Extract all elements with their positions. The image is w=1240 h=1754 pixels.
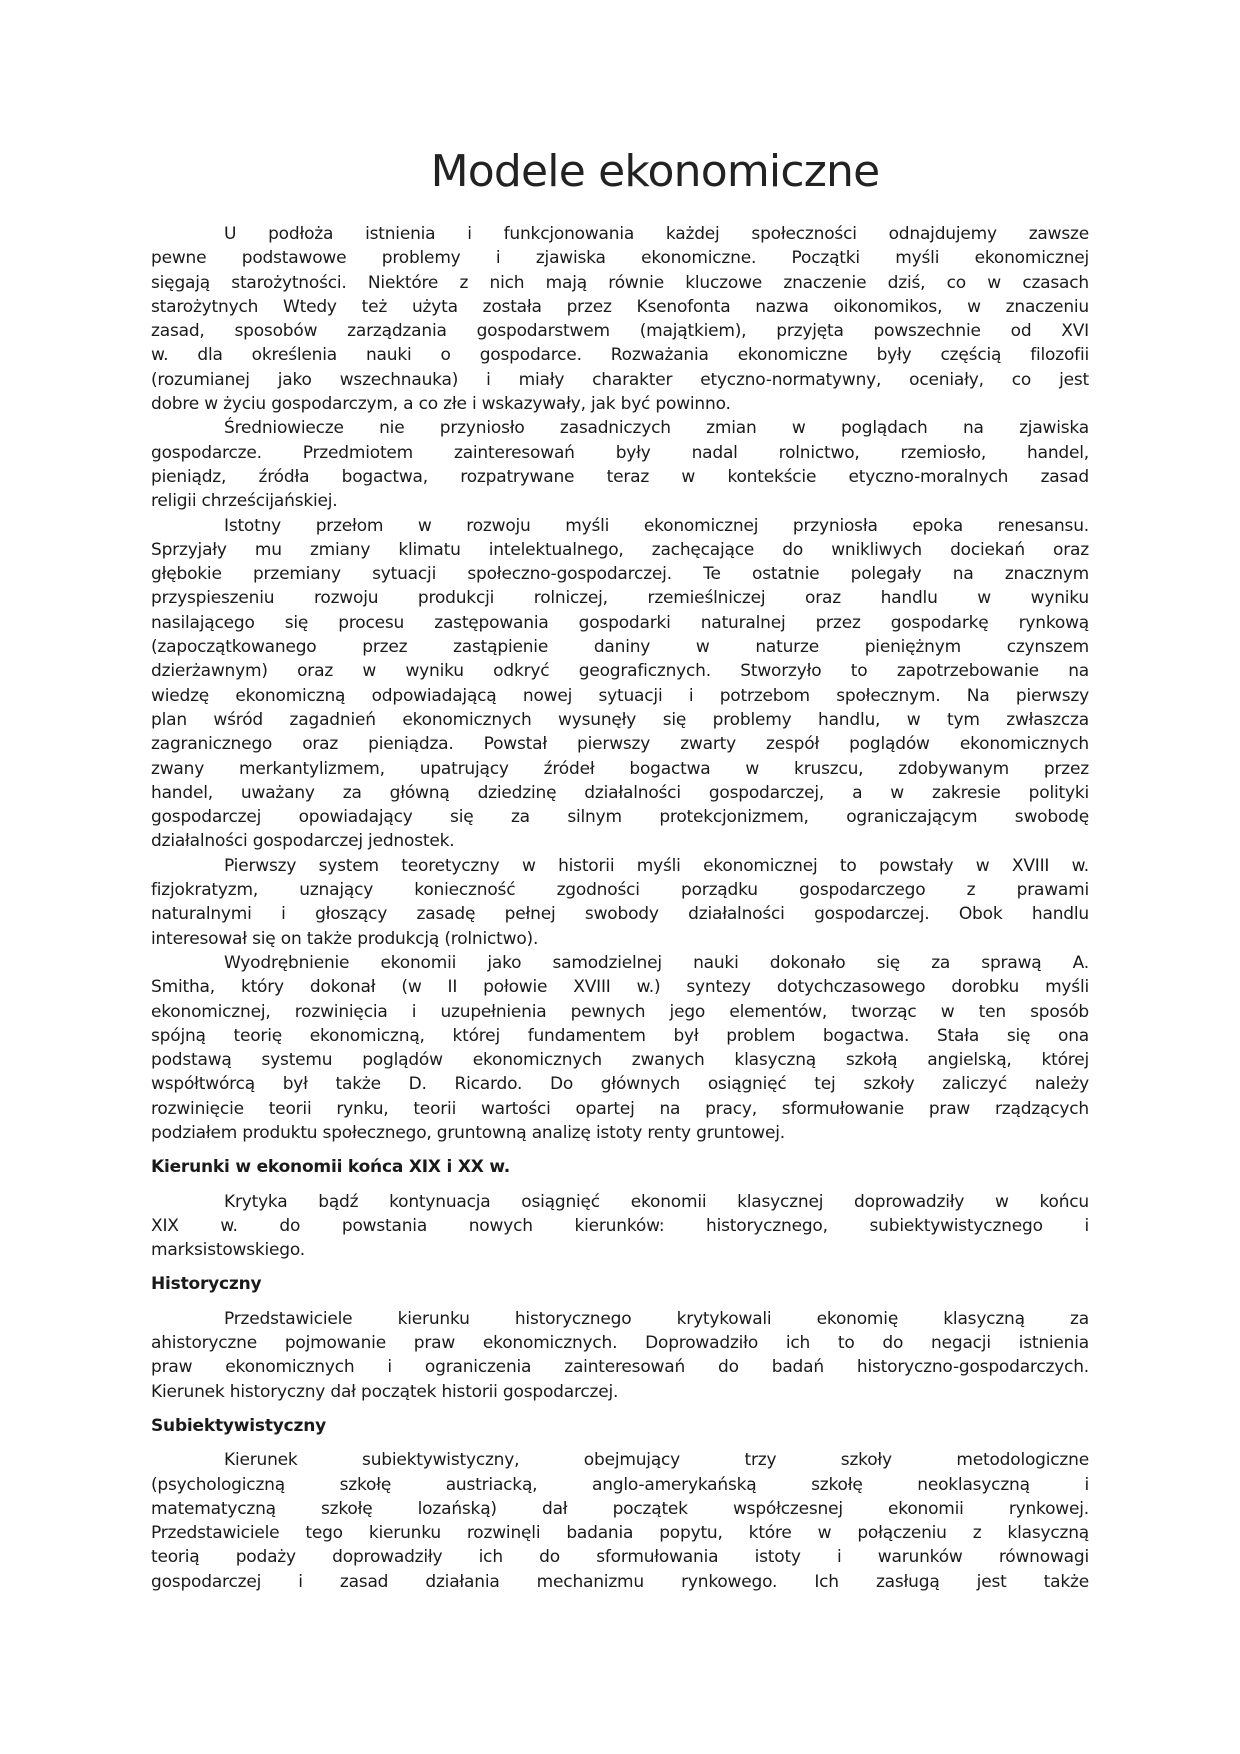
- text-line: fizjokratyzm, uznający konieczność zgodności porządku gospodarczego z prawami: [151, 880, 1089, 901]
- text-line: dobre w życiu gospodarczym, a co złe i wskazywały, jak być powinno.: [151, 394, 731, 415]
- text-line: współtwórcą był także D. Ricardo. Do głównych osiągnięć tej szkoły zaliczyć należy: [151, 1074, 1089, 1095]
- text-line: Przedstawiciele tego kierunku rozwinęli badania popytu, które w połączeniu z klasyczną: [151, 1523, 1089, 1544]
- text-line: pewne podstawowe problemy i zjawiska ekonomiczne. Początki myśli ekonomicznej: [151, 248, 1089, 269]
- text-line: zwany merkantylizmem, upatrujący źródeł bogactwa w kruszcu, zdobywanym przez: [151, 758, 1089, 779]
- text-line: (psychologiczną szkołę austriacką, anglo-amerykańską szkołę neoklasyczną i: [151, 1474, 1089, 1495]
- paragraph: [151, 416, 1089, 513]
- text-line: dzierżawnym) oraz w wyniku odkryć geograficznych. Stworzyło to zapotrzebowanie na: [151, 661, 1089, 682]
- text-line: pieniądz, źródła bogactwa, rozpatrywane teraz w kontekście etyczno-moralnych zasad: [151, 466, 1089, 487]
- section-heading: Historyczny: [151, 1274, 262, 1295]
- text-line: (zapoczątkowanego przez zastąpienie daniny w naturze pieniężnym czynszem: [151, 637, 1089, 658]
- text-line: Średniowiecze nie przyniosło zasadniczych zmian w poglądach na zjawiska: [224, 418, 1089, 439]
- text-line: (rozumianej jako wszechnauka) i miały charakter etyczno-normatywny, oceniały, co jest: [151, 369, 1089, 390]
- paragraph: [151, 854, 1089, 951]
- text-line: praw ekonomicznych i ograniczenia zainteresowań do badań historyczno-gospodarczych.: [151, 1357, 1089, 1378]
- text-line: gospodarczej opowiadający się za silnym protekcjonizmem, ograniczającym swobodę: [151, 807, 1089, 828]
- paragraph: [151, 1307, 1089, 1404]
- text-line: Krytyka bądź kontynuacja osiągnięć ekonomii klasycznej doprowadziły w końcu: [224, 1191, 1089, 1212]
- text-line: podziałem produktu społecznego, gruntowną analizę istoty renty gruntowej.: [151, 1122, 785, 1143]
- paragraph: [151, 222, 1089, 416]
- document-title: Modele ekonomiczne: [430, 146, 880, 197]
- text-line: Pierwszy system teoretyczny w historii myśli ekonomicznej to powstały w XVIII w.: [224, 855, 1089, 876]
- text-line: Wyodrębnienie ekonomii jako samodzielnej nauki dokonało się za sprawą A.: [224, 952, 1089, 973]
- text-line: Przedstawiciele kierunku historycznego krytykowali ekonomię klasyczną za: [224, 1308, 1089, 1329]
- text-line: wiedzę ekonomiczną odpowiadającą nowej sytuacji i potrzebom społecznym. Na pierwszy: [151, 685, 1089, 706]
- section-heading: Kierunki w ekonomii końca XIX i XX w.: [151, 1157, 511, 1178]
- text-line: religii chrześcijańskiej.: [151, 491, 338, 512]
- text-line: w. dla określenia nauki o gospodarce. Rozważania ekonomiczne były częścią filozofii: [151, 345, 1089, 366]
- text-line: gospodarczej i zasad działania mechanizmu rynkowego. Ich zasługą jest także: [151, 1571, 1089, 1592]
- text-line: plan wśród zagadnień ekonomicznych wysunęły się problemy handlu, w tym zwłaszcza: [151, 709, 1089, 730]
- paragraph: [151, 951, 1089, 1145]
- text-line: rozwinięcie teorii rynku, teorii wartości opartej na pracy, sformułowanie praw rządzących: [151, 1098, 1089, 1119]
- text-line: spójną teorię ekonomiczną, której fundamentem był problem bogactwa. Stała się ona: [151, 1025, 1089, 1046]
- text-line: Sprzyjały mu zmiany klimatu intelektualnego, zachęcające do wnikliwych dociekań oraz: [151, 539, 1089, 560]
- text-line: ahistoryczne pojmowanie praw ekonomicznych. Doprowadziło ich to do negacji istnienia: [151, 1333, 1089, 1354]
- text-line: podstawą systemu poglądów ekonomicznych zwanych klasyczną szkołą angielską, której: [151, 1050, 1089, 1071]
- text-line: nasilającego się procesu zastępowania gospodarki naturalnej przez gospodarkę rynkową: [151, 612, 1089, 633]
- text-line: zasad, sposobów zarządzania gospodarstwem (majątkiem), przyjęta powszechnie od XVI: [151, 321, 1089, 342]
- paragraph: [151, 1448, 1089, 1594]
- text-line: starożytnych Wtedy też użyta została przez Ksenofonta nazwa oikonomikos, w znaczeniu: [151, 296, 1089, 317]
- paragraph: [151, 1190, 1089, 1263]
- text-line: przyspieszeniu rozwoju produkcji rolniczej, rzemieślniczej oraz handlu w wyniku: [151, 588, 1089, 609]
- text-line: matematyczną szkołę lozańską) dał początek współczesnej ekonomii rynkowej.: [151, 1498, 1089, 1519]
- text-line: działalności gospodarczej jednostek.: [151, 831, 455, 852]
- text-line: Smitha, który dokonał (w II połowie XVIII w.) syntezy dotychczasowego dorobku myśli: [151, 977, 1089, 998]
- text-line: XIX w. do powstania nowych kierunków: historycznego, subiektywistycznego i: [151, 1215, 1089, 1236]
- text-line: Istotny przełom w rozwoju myśli ekonomicznej przyniosła epoka renesansu.: [224, 515, 1089, 536]
- paragraph: [151, 514, 1089, 854]
- text-line: gospodarcze. Przedmiotem zainteresowań były nadal rolnictwo, rzemiosło, handel,: [151, 442, 1089, 463]
- document-body: [151, 222, 1089, 1594]
- text-line: U podłoża istnienia i funkcjonowania każdej społeczności odnajdujemy zawsze: [224, 224, 1089, 244]
- text-line: interesował się on także produkcją (rolnictwo).: [151, 928, 539, 949]
- text-line: marksistowskiego.: [151, 1240, 305, 1261]
- text-line: zagranicznego oraz pieniądza. Powstał pierwszy zwarty zespół poglądów ekonomicznych: [151, 734, 1089, 755]
- text-line: sięgają starożytności. Niektóre z nich mają równie kluczowe znaczenie dziś, co w czasach: [151, 272, 1089, 293]
- text-line: ekonomicznej, rozwinięcia i uzupełnienia pewnych jego elementów, tworząc w ten sposób: [151, 1001, 1089, 1022]
- text-line: Kierunek subiektywistyczny, obejmujący trzy szkoły metodologiczne: [224, 1450, 1089, 1471]
- section-heading: Subiektywistyczny: [151, 1415, 327, 1436]
- text-line: Kierunek historyczny dał początek historii gospodarczej.: [151, 1381, 619, 1402]
- text-line: naturalnymi i głoszący zasadę pełnej swobody działalności gospodarczej. Obok handlu: [151, 904, 1089, 925]
- text-line: teorią podaży doprowadziły ich do sformułowania istoty i warunków równowagi: [151, 1547, 1089, 1568]
- text-line: głębokie przemiany sytuacji społeczno-gospodarczej. Te ostatnie polegały na znacznym: [151, 564, 1089, 585]
- text-line: handel, uważany za główną dziedzinę działalności gospodarczej, a w zakresie polityki: [151, 782, 1089, 803]
